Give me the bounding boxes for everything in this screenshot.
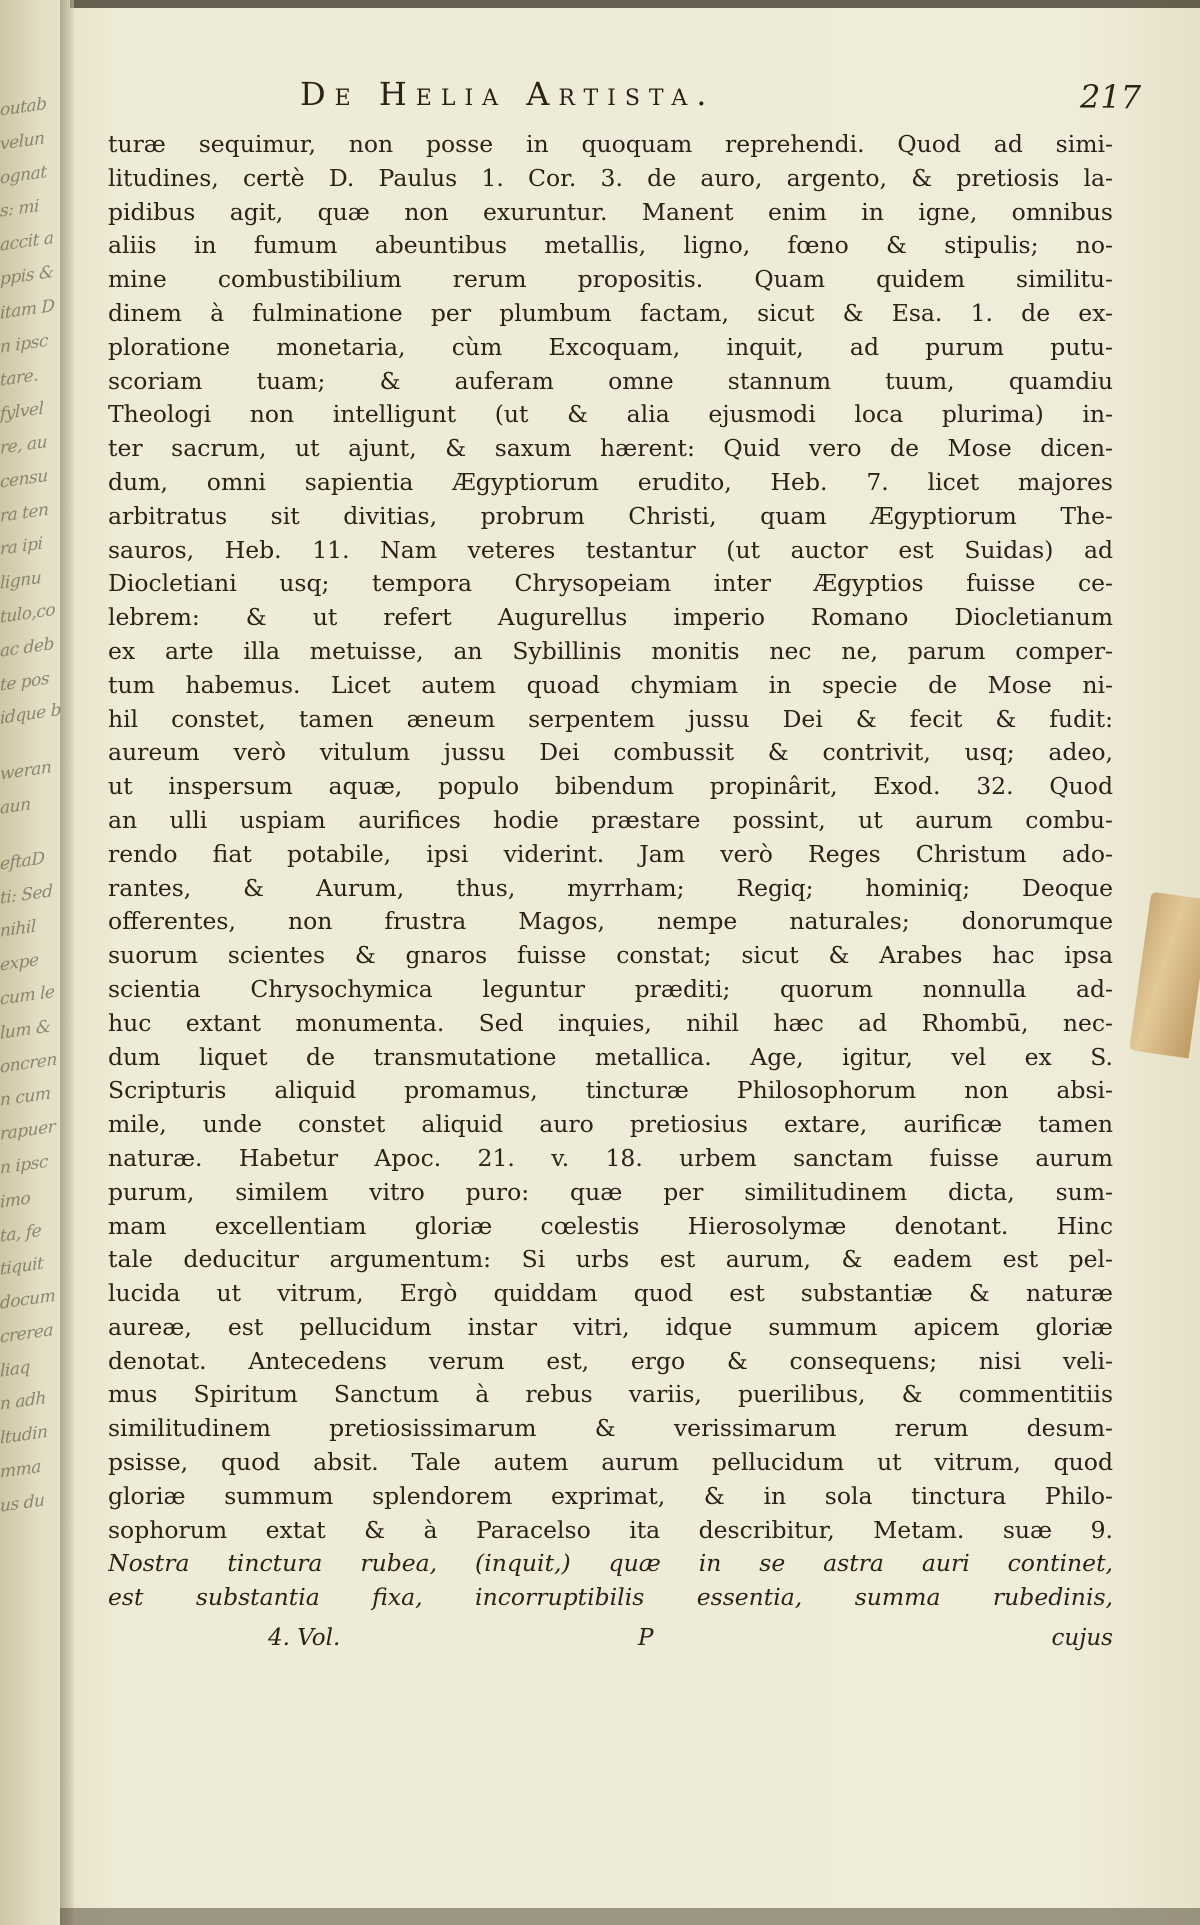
sheet-mark: P [638, 1625, 654, 1651]
bleed-fragment: ppis & [0, 262, 54, 290]
text-line: tum habemus. Licet autem quoad chymiam in specie de Mose ni- [108, 670, 1113, 699]
bleed-fragment: ra ten [0, 499, 49, 527]
text-line: pidibus agit, quæ non exuruntur. Manent enim in igne, omnibus [108, 197, 1113, 226]
text-line: scientia Chrysochymica leguntur præditi; quorum nonnulla ad- [108, 974, 1113, 1003]
text-line: mam excellentiam gloriæ cœlestis Hierosolymæ denotant. Hinc [108, 1211, 1113, 1240]
text-line: arbitratus sit divitias, probrum Christi, quam Ægyptiorum The- [108, 501, 1113, 530]
text-line: Scripturis aliquid promamus, tincturæ Philosophorum non absi- [108, 1076, 1113, 1105]
text-line: offerentes, non frustra Magos, nempe naturales; donorumque [108, 907, 1113, 936]
bleed-fragment: lum & [0, 1016, 51, 1044]
signature-mark: 4. Vol. [268, 1625, 341, 1651]
bleed-fragment: n adh [0, 1388, 46, 1416]
bleed-fragment: fylvel [0, 398, 44, 425]
bleed-fragment: rapuer [0, 1116, 56, 1145]
text-line: mus Spiritum Sanctum à rebus variis, puerilibus, & commentitiis [108, 1380, 1113, 1409]
text-line: turæ sequimur, non posse in quoquam reprehendi. Quod ad simi- [108, 130, 1113, 158]
bleed-fragment: velun [0, 128, 45, 155]
bleed-fragment: imo [0, 1188, 31, 1213]
bleed-fragment: tare. [0, 365, 39, 392]
text-line: huc extant monumenta. Sed inquies, nihil hæc ad Rhombū, nec- [108, 1008, 1113, 1037]
body-text [108, 128, 1113, 1615]
running-head: De Helia Artista. [300, 75, 716, 113]
bleed-fragment: crerea [0, 1320, 54, 1348]
bleed-fragment: us du [0, 1490, 45, 1517]
text-line: mile, unde constet aliquid auro pretiosius extare, aurificæ tamen [108, 1110, 1113, 1139]
page-bottom-edge [60, 1908, 1200, 1925]
bleed-fragment: weran [0, 757, 52, 785]
catchword: cujus [1051, 1625, 1113, 1651]
page-footer [108, 1625, 1113, 1659]
text-line: mine combustibilium rerum propositis. Quam quidem similitu- [108, 265, 1113, 294]
text-line: Nostra tinctura rubea, (inquit,) quæ in se astra auri continet, [108, 1549, 1113, 1578]
text-line: purum, similem vitro puro: quæ per similitudinem dicta, sum- [108, 1177, 1113, 1206]
bleed-fragment: re, au [0, 431, 48, 459]
text-line: dinem à fulminatione per plumbum factam, sicut & Esa. 1. de ex- [108, 298, 1113, 327]
bleed-fragment: outab [0, 94, 47, 121]
bleed-fragment: lignu [0, 568, 42, 594]
brush-object [1129, 892, 1200, 1059]
bleed-fragment: ac deb [0, 633, 54, 662]
bleed-fragment: ti: Sed [0, 880, 53, 909]
text-line: lucida ut vitrum, Ergò quiddam quod est substantiæ & naturæ [108, 1279, 1113, 1308]
text-line: similitudinem pretiosissimarum & verissimarum rerum desum- [108, 1414, 1113, 1443]
bleed-fragment: s: mi [0, 196, 39, 223]
bleed-fragment: n ipsc [0, 1151, 48, 1179]
bleed-fragment: eftaD [0, 848, 45, 875]
bleed-fragment: cum le [0, 981, 55, 1010]
bleed-fragment: docum [0, 1285, 56, 1314]
bleed-fragment: ta, fe [0, 1220, 42, 1247]
bleed-fragment: ltudin [0, 1422, 48, 1449]
text-line: rantes, & Aurum, thus, myrrham; Regiq; hominiq; Deoque [108, 873, 1113, 902]
text-line: litudines, certè D. Paulus 1. Cor. 3. de auro, argento, & pretiosis la- [108, 163, 1113, 192]
bleed-fragment: expe [0, 950, 39, 976]
facing-page-bleedthrough [0, 90, 66, 1650]
text-line: an ulli uspiam aurifices hodie præstare possint, ut aurum combu- [108, 805, 1113, 834]
text-line: naturæ. Habetur Apoc. 21. v. 18. urbem sanctam fuisse aurum [108, 1143, 1113, 1172]
text-line: denotat. Antecedens verum est, ergo & consequens; nisi veli- [108, 1346, 1113, 1375]
text-line: suorum scientes & gnaros fuisse constat; sicut & Arabes hac ipsa [108, 941, 1113, 970]
bleed-fragment: nihil [0, 916, 36, 942]
text-line: Theologi non intelligunt (ut & alia ejusmodi loca plurima) in- [108, 400, 1113, 429]
text-line: ut inspersum aquæ, populo bibendum propinârit, Exod. 32. Quod [108, 772, 1113, 801]
bleed-fragment: idque b [0, 700, 61, 729]
bleed-fragment: ra ipi [0, 534, 43, 560]
text-line: sophorum extat & à Paracelso ita describitur, Metam. suæ 9. [108, 1515, 1113, 1544]
page-top-edge [70, 0, 1200, 8]
text-line: Diocletiani usq; tempora Chrysopeiam inter Ægyptios fuisse ce- [108, 569, 1113, 598]
bleed-fragment: tiquit [0, 1253, 44, 1280]
bleed-fragment: te pos [0, 668, 50, 696]
bleed-fragment: tulo,co [0, 599, 56, 628]
bleed-fragment: liaq [0, 1357, 30, 1382]
text-line: dum liquet de transmutatione metallica. Age, igitur, vel ex S. [108, 1042, 1113, 1071]
bleed-fragment: n cum [0, 1083, 51, 1111]
bleed-fragment: n ipsc [0, 330, 48, 358]
text-line: ploratione monetaria, cùm Excoquam, inquit, ad purum putu- [108, 332, 1113, 361]
bleed-fragment: itam D [0, 295, 55, 324]
text-line: est substantia fixa, incorruptibilis essentia, summa rubedinis, [108, 1583, 1113, 1612]
text-line: dum, omni sapientia Ægyptiorum erudito, Heb. 7. licet majores [108, 467, 1113, 496]
bleed-fragment: accit a [0, 228, 54, 256]
text-line: lebrem: & ut refert Augurellus imperio Romano Diocletianum [108, 603, 1113, 632]
text-line: sauros, Heb. 11. Nam veteres testantur (ut auctor est Suidas) ad [108, 535, 1113, 564]
bleed-fragment: aun [0, 794, 31, 819]
text-line: aliis in fumum abeuntibus metallis, ligno, fœno & stipulis; no- [108, 231, 1113, 260]
bleed-fragment: oncren [0, 1049, 57, 1078]
text-line: ex arte illa metuisse, an Sybillinis monitis nec ne, parum comper- [108, 636, 1113, 665]
page-number: 217 [1080, 78, 1142, 116]
bleed-fragment: censu [0, 465, 48, 493]
bleed-fragment: mma [0, 1456, 41, 1483]
bleed-fragment: ognat [0, 161, 47, 189]
text-line: rendo fiat potabile, ipsi viderint. Jam verò Reges Christum ado- [108, 839, 1113, 868]
text-line: aureum verò vitulum jussu Dei combussit & contrivit, usq; adeo, [108, 738, 1113, 767]
text-line: aureæ, est pellucidum instar vitri, idque summum apicem gloriæ [108, 1312, 1113, 1341]
text-line: gloriæ summum splendorem exprimat, & in sola tinctura Philo- [108, 1481, 1113, 1510]
text-line: psisse, quod absit. Tale autem aurum pellucidum ut vitrum, quod [108, 1448, 1113, 1477]
text-line: scoriam tuam; & auferam omne stannum tuum, quamdiu [108, 366, 1113, 395]
text-line: tale deducitur argumentum: Si urbs est aurum, & eadem est pel- [108, 1245, 1113, 1274]
text-line: hil constet, tamen æneum serpentem jussu Dei & fecit & fudit: [108, 704, 1113, 733]
text-line: ter sacrum, ut ajunt, & saxum hærent: Quid vero de Mose dicen- [108, 434, 1113, 463]
